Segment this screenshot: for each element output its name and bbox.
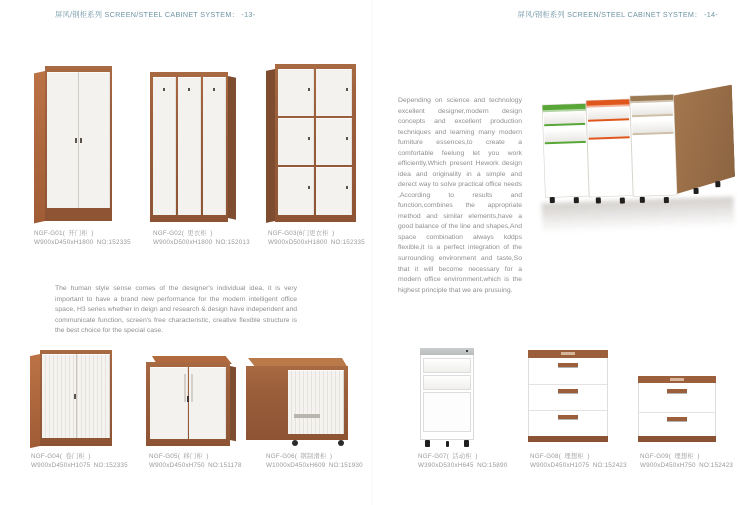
locker-door [316,167,352,215]
door-split-line [76,354,77,438]
locker-door [278,69,314,116]
caster-wheel [425,440,430,447]
door-handle [75,138,77,143]
drawer-divider [529,384,607,385]
drawer-divider [529,410,607,411]
cabinet-side [34,71,45,223]
drawer-handle [558,415,578,419]
pedestal-drawer [544,111,585,126]
drawer-handle [667,389,687,393]
product-name: NGF-G04( 卷门柜 ) [31,453,91,460]
cabinet-side [266,69,275,223]
floor-reflection [542,197,735,234]
locker-door [316,69,352,116]
door-split-line [78,72,79,208]
product-name: NGF-G08( 理想柜 ) [530,453,590,460]
top-handle-notch [670,378,684,381]
door-handle-strip [191,374,193,402]
sliding-door [150,367,188,439]
lock-dot [346,186,348,189]
lock-dot [308,137,310,140]
door-handle [187,396,189,402]
pedestal-drawer [588,124,629,139]
drawer-handle [667,417,687,421]
product-name: NGF-G01( 开门柜 ) [34,230,94,237]
cabinet-body [638,376,716,442]
cabinet-side [30,354,40,448]
caster-wheel [446,441,449,447]
door-handle-bar [294,414,320,417]
product-name: NGF-G02( 更衣柜 ) [153,230,213,237]
product-spec: W900xD500xH1800 NO:152335 [268,239,365,247]
product-caption-g02 [153,229,250,248]
pedestal-drawer [423,358,471,373]
door-handle-strip [184,374,186,402]
top-handle-notch [561,352,575,355]
sliding-door [189,367,226,439]
drawer-handle [558,389,578,393]
lock-dot [308,186,310,189]
product-spec: W900xD450xH750 NO:151178 [149,462,242,470]
pedestal-drawer [423,375,471,390]
cabinet-side [230,366,236,441]
pedestal-brown [630,95,676,196]
caster-wheel [693,188,698,194]
pedestal-drawer [423,392,471,432]
cabinet-image-g02 [150,72,238,228]
pedestal-drawer [544,129,585,144]
cabinet-image-g06 [246,358,352,450]
drawer-handle [558,363,578,367]
cabinet-side [228,76,236,220]
caster-wheel [338,440,344,446]
product-spec: W900xD450xH750 NO:152423 [640,462,734,470]
cabinet-base [638,436,716,442]
product-caption-g01 [34,229,131,248]
pedestal-green [542,104,588,197]
door-handle [74,394,76,399]
product-caption-g04 [31,452,128,471]
product-spec: W900xD450xH1075 NO:152423 [530,462,627,470]
cabinet-image-g09 [638,376,718,450]
product-caption-g09 [640,452,733,471]
cabinet-image-g08 [528,350,610,448]
locker-door [178,77,201,215]
product-spec: W900xD450xH1800 NO:152335 [34,239,131,247]
pedestal-drawer [632,120,673,135]
drawer-divider [639,412,715,413]
product-name: NGF-G07( 活动柜 ) [418,453,478,460]
product-name: NGF-G05( 移门柜 ) [149,453,209,460]
cabinet-image-g01 [34,66,112,226]
pedestal-drawer [631,102,672,117]
caster-wheel [715,181,720,187]
locker-door [153,77,176,215]
locker-door [316,118,352,165]
product-caption-g07 [418,452,507,471]
series-paragraph: The human style sense comes of the designer's individual idea, it is very important to have a brand new performance for the modern intelligent office space, H3 series whether in deign and research & design have independent and communicate function, screen's free characteristic, creative flexible structure is the best choice for the special case. [55,285,297,335]
product-name: NGF-G03(6门更衣柜 ) [268,230,335,237]
pedestal-drawer [588,106,629,121]
pedestal-orange [586,99,632,196]
cabinet-base [528,436,608,442]
lock-dot [466,350,468,352]
intro-paragraph: Depending on science and technology excellent designer,modern design concepts and excellent production techniques and learning many modern furniture essences,to create a comfortable feelung let you work efficiently,Which present Hework design idea and originality in a simple and derect way to solve practical office needs ,According to results and function,combines the appropriate method and similar elements,have a good balance of the line and shapes,And space combination always kddps flexible,it is a perfect integration of the surrounding environment and taste,So that it will become necessary for a modern office environment,which is the highest principle that we are prusuing. [398,97,522,294]
product-caption-g05 [149,452,242,471]
page-header-left: 屏风/钢柜系列 SCREEN/STEEL CABINET SYSTEM： -13- [55,10,256,19]
door-handle [80,138,82,143]
lock-dot [308,88,310,91]
lock-dot [346,137,348,140]
lock-dot [163,88,165,91]
product-caption-g08 [530,452,627,471]
product-caption-g03 [268,229,365,248]
cabinet-image-g04 [30,350,114,450]
product-spec: W390xD530xH645 NO:15890 [418,462,508,470]
sliding-door [288,370,344,434]
product-caption-g06 [266,452,363,471]
page-header-right: 屏风/钢柜系列 SCREEN/STEEL CABINET SYSTEM： -14- [517,10,718,19]
cabinet-image-g03 [266,64,358,228]
pedestal-group [540,85,736,210]
page-gutter [371,0,373,505]
lock-dot [346,88,348,91]
product-name: NGF-G09( 理想柜 ) [640,453,700,460]
product-spec: W900xD450xH1075 NO:152335 [31,462,128,470]
locker-door [203,77,226,215]
lock-dot [213,88,215,91]
caster-wheel [464,440,469,447]
pedestal-group-image [542,88,734,238]
locker-door [278,167,314,215]
locker-door [278,118,314,165]
lock-dot [188,88,190,91]
cabinet-image-g05 [146,356,238,450]
cabinet-image-g07 [416,348,480,450]
product-spec: W1000xD450xH609 NO:151930 [266,462,363,470]
caster-wheel [292,440,298,446]
product-name: NGF-G06( 钢制滑柜 ) [266,453,333,460]
pedestal-side-panel [672,85,736,199]
product-spec: W900xD500xH1800 NO:152013 [153,239,250,247]
